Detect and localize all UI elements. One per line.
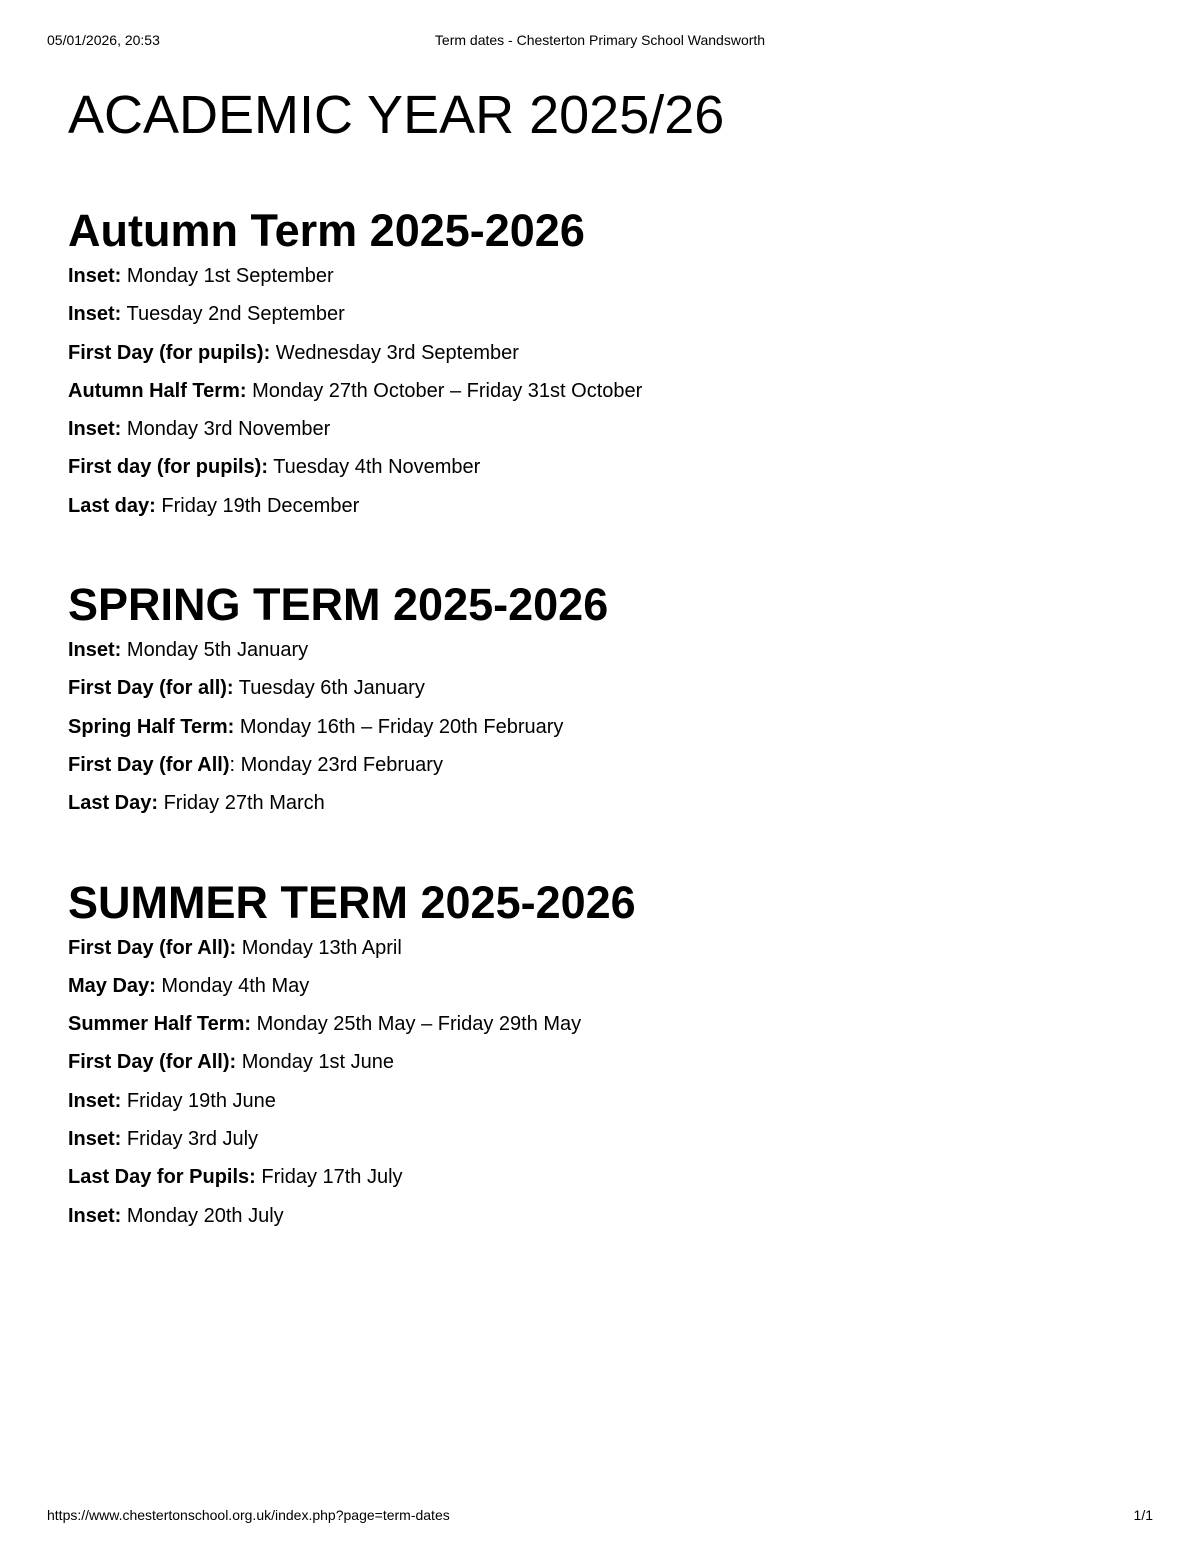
entry-label: Last day: (68, 494, 156, 517)
term-title: SPRING TERM 2025-2026 (68, 579, 609, 631)
autumn-term-section (68, 205, 1128, 532)
term-title: Autumn Term 2025-2026 (68, 205, 585, 256)
entry-value: Monday 1st September (126, 265, 334, 287)
term-entry (68, 455, 1128, 493)
term-entry (68, 302, 1128, 340)
term-entry (68, 936, 1128, 974)
entry-label: Inset: (68, 1089, 122, 1112)
entry-label: First Day (for All): (68, 936, 237, 959)
entry-value: Tuesday 4th November (273, 456, 481, 479)
term-entry (68, 974, 1128, 1012)
entry-value: Monday 5th January (126, 639, 309, 662)
entry-label: Inset: (68, 418, 122, 441)
term-title: SUMMER TERM 2025-2026 (68, 876, 636, 928)
entry-label: Inset: (68, 265, 122, 287)
entry-label: May Day: (68, 974, 156, 997)
entry-value: Friday 19th December (161, 494, 360, 517)
entry-value: Monday 16th – Friday 20th February (239, 715, 564, 738)
entry-label: Inset: (68, 303, 122, 326)
entry-value: Monday 27th October – Friday 31st October (252, 379, 643, 402)
print-page-title: Term dates - Chesterton Primary School Wandsworth (434, 32, 766, 48)
term-entry (68, 676, 1128, 714)
document-content (68, 84, 1128, 1242)
term-entry (68, 1050, 1128, 1088)
entry-label: Inset: (68, 639, 122, 662)
entry-value: Monday 25th May – Friday 29th May (256, 1013, 582, 1036)
term-entry (68, 1165, 1128, 1203)
print-page-number: 1/1 (1133, 1507, 1153, 1523)
page-title: ACADEMIC YEAR 2025/26 (68, 85, 725, 145)
entry-value: Friday 17th July (261, 1166, 403, 1189)
entry-value: Friday 27th March (163, 792, 325, 815)
term-entry (68, 1012, 1128, 1050)
entry-label: Autumn Half Term: (68, 379, 247, 402)
entry-label: First Day (for All): (68, 1051, 237, 1074)
entry-value: Friday 3rd July (126, 1128, 259, 1151)
entry-label: First day (for pupils): (68, 456, 268, 479)
entry-label: First Day (for All) (68, 753, 230, 776)
print-header (47, 30, 1153, 50)
term-entry (68, 638, 1128, 676)
entry-value: Friday 19th June (126, 1089, 276, 1112)
term-entry (68, 417, 1128, 455)
summer-term-section (68, 877, 1128, 1242)
term-entry (68, 494, 1128, 532)
print-footer (47, 1505, 1153, 1525)
entry-value: Tuesday 2nd September (126, 303, 345, 326)
entry-value: Tuesday 6th January (238, 677, 425, 700)
entry-label: First Day (for pupils): (68, 341, 271, 364)
spring-term-section (68, 579, 1128, 829)
entry-label: Inset: (68, 1204, 122, 1227)
print-url: https://www.chestertonschool.org.uk/index.php?page=term-dates (47, 1507, 450, 1523)
term-entry (68, 341, 1128, 379)
entry-label: Last Day: (68, 792, 159, 815)
entry-value: Monday 1st June (241, 1051, 395, 1074)
term-entry (68, 1089, 1128, 1127)
entry-value: Monday 4th May (161, 974, 310, 997)
entry-value: Monday 3rd November (126, 418, 331, 441)
entry-value: Monday 13th April (241, 936, 402, 959)
entry-label: Spring Half Term: (68, 715, 235, 738)
term-entry (68, 1127, 1128, 1165)
term-entry (68, 715, 1128, 753)
term-entry (68, 753, 1128, 791)
entry-label: Last Day for Pupils: (68, 1166, 256, 1189)
entry-label: First Day (for all): (68, 677, 234, 700)
term-entry (68, 379, 1128, 417)
entry-value: Monday 23rd February (240, 753, 443, 776)
entry-value: Wednesday 3rd September (275, 341, 519, 364)
entry-separator: : (229, 753, 241, 776)
term-entry (68, 264, 1128, 302)
entry-label: Inset: (68, 1128, 122, 1151)
entry-label: Summer Half Term: (68, 1013, 252, 1036)
print-datetime: 05/01/2026, 20:53 (47, 32, 160, 48)
term-entry (68, 791, 1128, 829)
entry-value: Monday 20th July (126, 1204, 284, 1227)
term-entry (68, 1204, 1128, 1242)
